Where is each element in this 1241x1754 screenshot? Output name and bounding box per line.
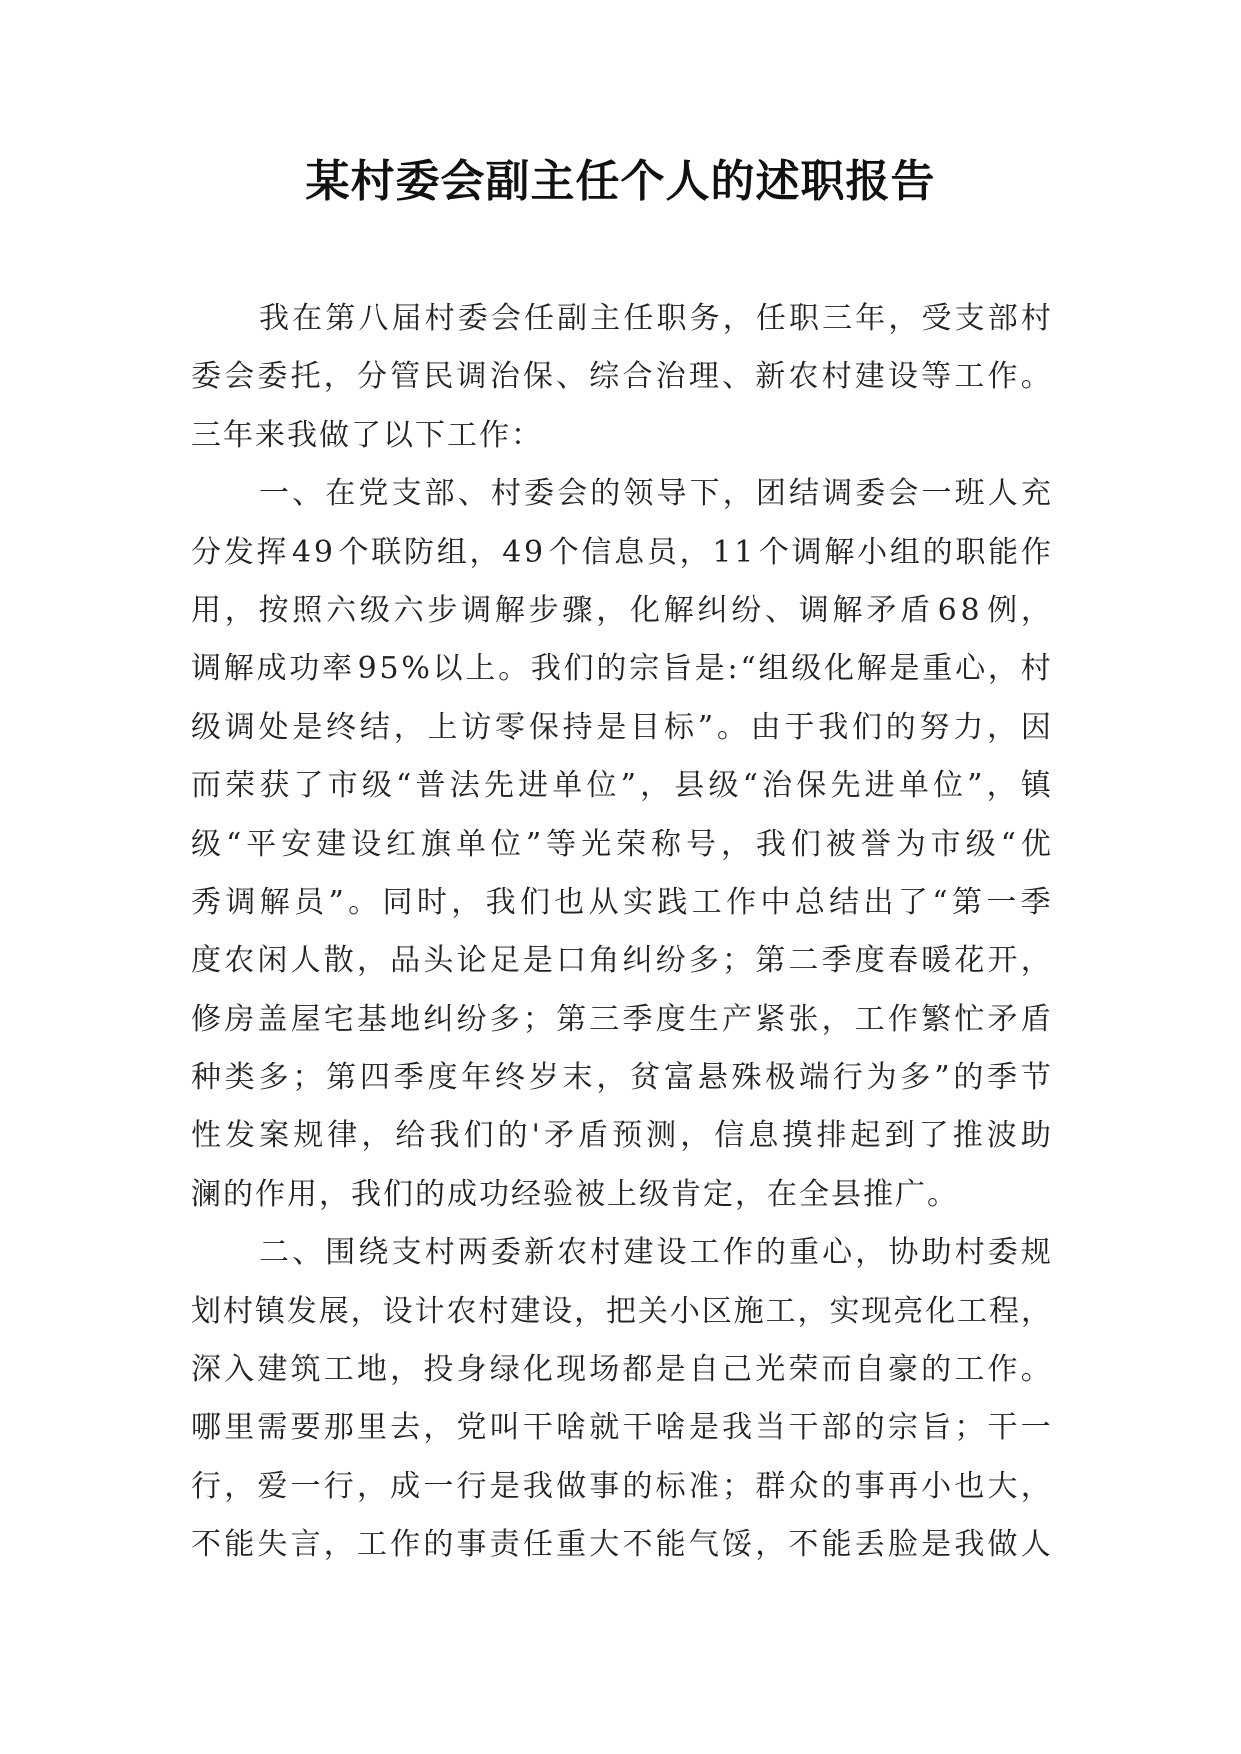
paragraph-2-line-8: 秀 调 解 员 ” 。 同 时 ， 我 们 也 从 实 践 工 作 中 总 结 出 了 “ 第 一 季 xyxy=(191,884,1051,920)
paragraph-2-line-9: 度 农 闲 人 散 ， 品 头 论 足 是 口 角 纠 纷 多 ； 第 二 季 度 春 暖 花 开 ， xyxy=(191,943,1051,979)
paragraph-3-line-6: 不 能 失 言 ， 工 作 的 事 责 任 重 大 不 能 气 馁 ， 不 能 丢 脸 是 我 做 人 xyxy=(191,1527,1051,1563)
paragraph-2-line-4: 调 解 成 功 率 9 5 % 以 上 。 我 们 的 宗 旨 是 : “ 组 级 化 解 是 重 心 ， 村 xyxy=(191,651,1051,687)
paragraph-3-line-2: 划 村 镇 发 展 ， 设 计 农 村 建 设 ， 把 关 小 区 施 工 ， 实 现 亮 化 工 程 ， xyxy=(191,1293,1051,1329)
paragraph-2-line-12: 性 发 案 规 律 ， 给 我 们 的 ' 矛 盾 预 测 ， 信 息 摸 排 起 到 了 推 波 助 xyxy=(191,1118,1051,1154)
paragraph-2-line-13: 澜的作用，我们的成功经验被上级肯定，在全县推广。 xyxy=(191,1176,959,1212)
paragraph-2-line-3: 用 ， 按 照 六 级 六 步 调 解 步 骤 ， 化 解 纠 纷 、 调 解 矛 盾 6 8 例 ， xyxy=(191,592,1051,628)
paragraph-2-line-11: 种 类 多 ； 第 四 季 度 年 终 岁 末 ， 贫 富 悬 殊 极 端 行 为 多 ” 的 季 节 xyxy=(191,1060,1051,1096)
document-body xyxy=(191,290,1051,1575)
document-title: 某村委会副主任个人的述职报告 xyxy=(305,156,936,207)
paragraph-2-line-7: 级 “ 平 安 建 设 红 旗 单 位 ” 等 光 荣 称 号 ， 我 们 被 誉 为 市 级 “ 优 xyxy=(191,826,1051,862)
paragraph-2-line-1: 一 、 在 党 支 部 、 村 委 会 的 领 导 下 ， 团 结 调 委 会 一 班 人 充 xyxy=(259,476,1051,512)
paragraph-2-line-5: 级 调 处 是 终 结 ， 上 访 零 保 持 是 目 标 ” 。 由 于 我 们 的 努 力 ， 因 xyxy=(191,709,1051,745)
paragraph-3-line-1: 二 、 围 绕 支 村 两 委 新 农 村 建 设 工 作 的 重 心 ， 协 助 村 委 规 xyxy=(259,1235,1051,1271)
paragraph-1-line-3: 三年来我做了以下工作： xyxy=(191,417,543,453)
paragraph-1-line-2: 委 会 委 托 ， 分 管 民 调 治 保 、 综 合 治 理 、 新 农 村 建 设 等 工 作 。 xyxy=(191,359,1051,395)
paragraph-2-line-6: 而 荣 获 了 市 级 “ 普 法 先 进 单 位 ” ， 县 级 “ 治 保 先 进 单 位 ” ， 镇 xyxy=(191,768,1051,804)
paragraph-3-line-3: 深 入 建 筑 工 地 ， 投 身 绿 化 现 场 都 是 自 己 光 荣 而 自 豪 的 工 作 。 xyxy=(191,1352,1051,1388)
paragraph-3-line-5: 行 ， 爱 一 行 ， 成 一 行 是 我 做 事 的 标 准 ； 群 众 的 事 再 小 也 大 ， xyxy=(191,1468,1051,1504)
paragraph-2-line-10: 修 房 盖 屋 宅 基 地 纠 纷 多 ； 第 三 季 度 生 产 紧 张 ， 工 作 繁 忙 矛 盾 xyxy=(191,1001,1051,1037)
paragraph-2-line-2: 分 发 挥 4 9 个 联 防 组 ， 4 9 个 信 息 员 ， 1 1 个 调 解 小 组 的 职 能 作 xyxy=(191,534,1051,570)
paragraph-1-line-1: 我 在 第 八 届 村 委 会 任 副 主 任 职 务 ， 任 职 三 年 ， 受 支 部 村 xyxy=(259,301,1051,336)
paragraph-3-line-4: 哪 里 需 要 那 里 去 ， 党 叫 干 啥 就 干 啥 是 我 当 干 部 的 宗 旨 ； 干 一 xyxy=(191,1410,1051,1446)
